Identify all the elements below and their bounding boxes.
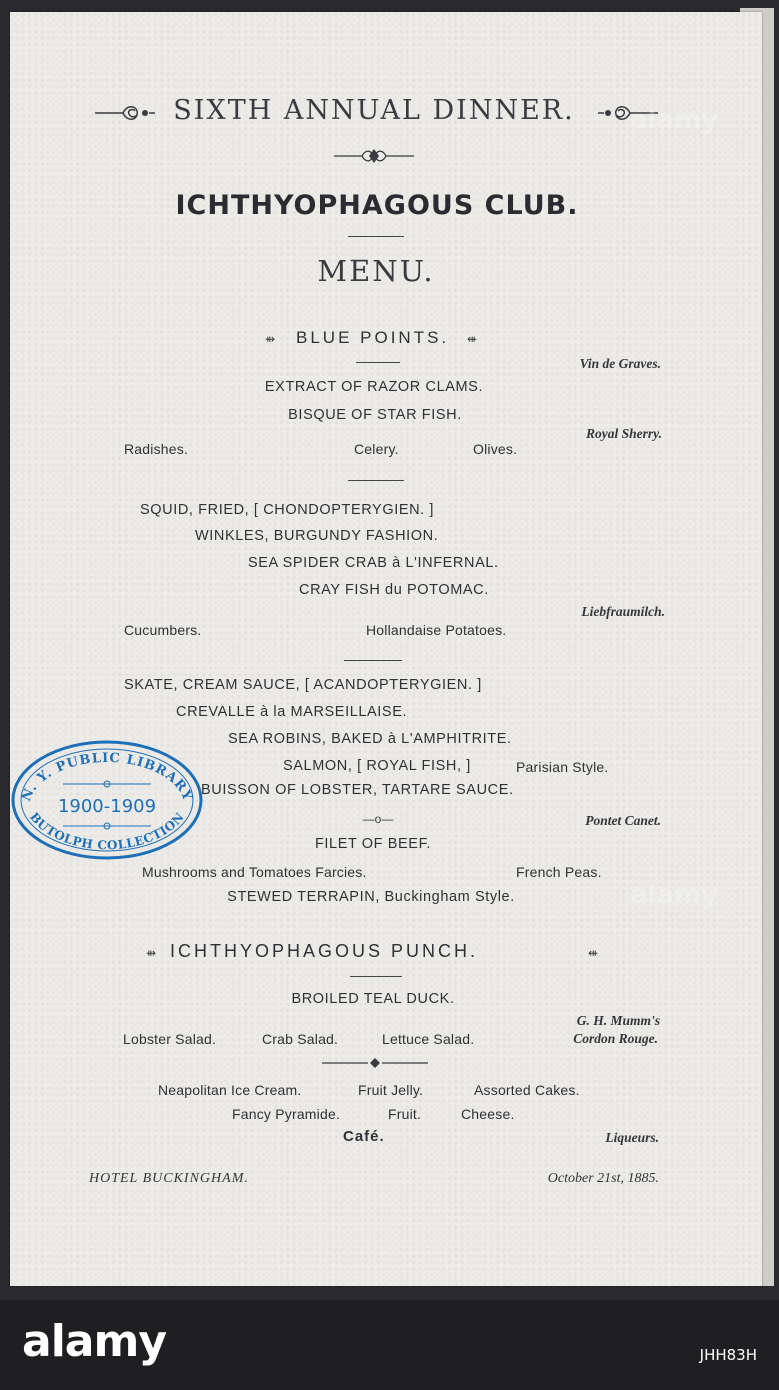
dessert-item: Neapolitan Ice Cream.	[158, 1082, 302, 1098]
menu-item: STEWED TERRAPIN, Buckingham Style.	[227, 889, 515, 905]
stamp-years: 1900-1909	[57, 796, 157, 817]
divider	[356, 362, 400, 363]
dessert-item: Fruit.	[388, 1106, 422, 1122]
dessert-item: Fruit Jelly.	[358, 1082, 424, 1098]
divider	[350, 976, 402, 977]
menu-item: WINKLES, BURGUNDY FASHION.	[195, 528, 439, 544]
dinner-date: October 21st, 1885.	[547, 1171, 659, 1186]
pointer-right-icon: ⇻	[146, 946, 157, 960]
watermark-faint: alamy	[630, 105, 719, 135]
dessert-item: Fancy Pyramide.	[232, 1106, 341, 1122]
menu-item: CREVALLE à la MARSEILLAISE.	[176, 704, 408, 720]
pointer-right-icon: ⇻	[265, 332, 276, 346]
diamond-divider-icon	[322, 1057, 428, 1069]
menu-item: SEA ROBINS, BAKED à L'AMPHITRITE.	[228, 731, 512, 747]
left-flourish-icon	[93, 100, 155, 126]
menu-item: CRAY FISH du POTOMAC.	[299, 582, 489, 598]
side-item: Radishes.	[124, 441, 189, 457]
liqueurs-label: Liqueurs.	[605, 1130, 659, 1145]
side-item: Mushrooms and Tomatoes Farcies.	[142, 864, 367, 880]
salad-item: Crab Salad.	[262, 1031, 339, 1047]
wine-vin-de-graves: Vin de Graves.	[579, 356, 661, 371]
divider	[348, 236, 404, 237]
dessert-item: Cheese.	[461, 1106, 515, 1122]
side-item: Hollandaise Potatoes.	[366, 622, 507, 638]
menu-item: BUISSON OF LOBSTER, TARTARE SAUCE.	[201, 782, 514, 798]
dessert-item: Assorted Cakes.	[474, 1082, 580, 1098]
salad-item: Lobster Salad.	[123, 1031, 217, 1047]
side-item: French Peas.	[516, 864, 602, 880]
pointer-left-icon: ⇺	[588, 946, 599, 960]
menu-item: SALMON, [ ROYAL FISH, ]	[283, 758, 471, 774]
punch-title: ICHTHYOPHAGOUS PUNCH.	[170, 941, 479, 961]
center-ornament-icon	[332, 146, 416, 166]
wine-pontet-canet: Pontet Canet.	[585, 813, 661, 828]
menu-item: SQUID, FRIED, [ CHONDOPTERYGIEN. ]	[140, 502, 435, 518]
divider-mark: —o—	[362, 812, 394, 826]
library-stamp	[9, 738, 205, 862]
dinner-title: SIXTH ANNUAL DINNER.	[173, 95, 575, 126]
wine-royal-sherry: Royal Sherry.	[585, 426, 662, 441]
menu-title: MENU.	[317, 254, 435, 288]
stamp-top-text: N. Y. PUBLIC LIBRARY	[18, 750, 195, 804]
wine-liebfraumilch: Liebfraumilch.	[581, 604, 665, 619]
watermark-faint: alamy	[630, 880, 719, 910]
side-item: Olives.	[473, 441, 518, 457]
club-name: ICHTHYOPHAGOUS CLUB.	[175, 190, 579, 221]
salmon-style: Parisian Style.	[516, 759, 609, 775]
menu-item: FILET OF BEEF.	[314, 836, 432, 852]
wine-cordon-rouge: Cordon Rouge.	[573, 1031, 658, 1046]
divider	[348, 480, 404, 481]
menu-item: EXTRACT OF RAZOR CLAMS.	[264, 379, 484, 395]
cafe-label: Café.	[343, 1128, 385, 1145]
side-item: Celery.	[354, 441, 399, 457]
menu-item: SEA SPIDER CRAB à L'INFERNAL.	[248, 555, 499, 571]
watermark-image-id: JHH83H	[699, 1346, 757, 1364]
stamp-bottom-text: BUTOLPH COLLECTION	[27, 809, 187, 853]
blue-points-title: BLUE POINTS.	[296, 328, 450, 347]
side-item: Cucumbers.	[124, 622, 202, 638]
menu-item: SKATE, CREAM SAUCE, [ ACANDOPTERYGIEN. ]	[124, 677, 482, 693]
hotel-name: HOTEL BUCKINGHAM.	[89, 1171, 249, 1186]
pointer-left-icon: ⇺	[467, 332, 478, 346]
watermark-logo: alamy	[22, 1316, 166, 1367]
menu-item: BROILED TEAL DUCK.	[291, 991, 455, 1007]
wine-mumm: G. H. Mumm's	[576, 1013, 660, 1028]
menu-item: BISQUE OF STAR FISH.	[288, 407, 462, 423]
divider	[344, 660, 402, 661]
salad-item: Lettuce Salad.	[382, 1031, 475, 1047]
